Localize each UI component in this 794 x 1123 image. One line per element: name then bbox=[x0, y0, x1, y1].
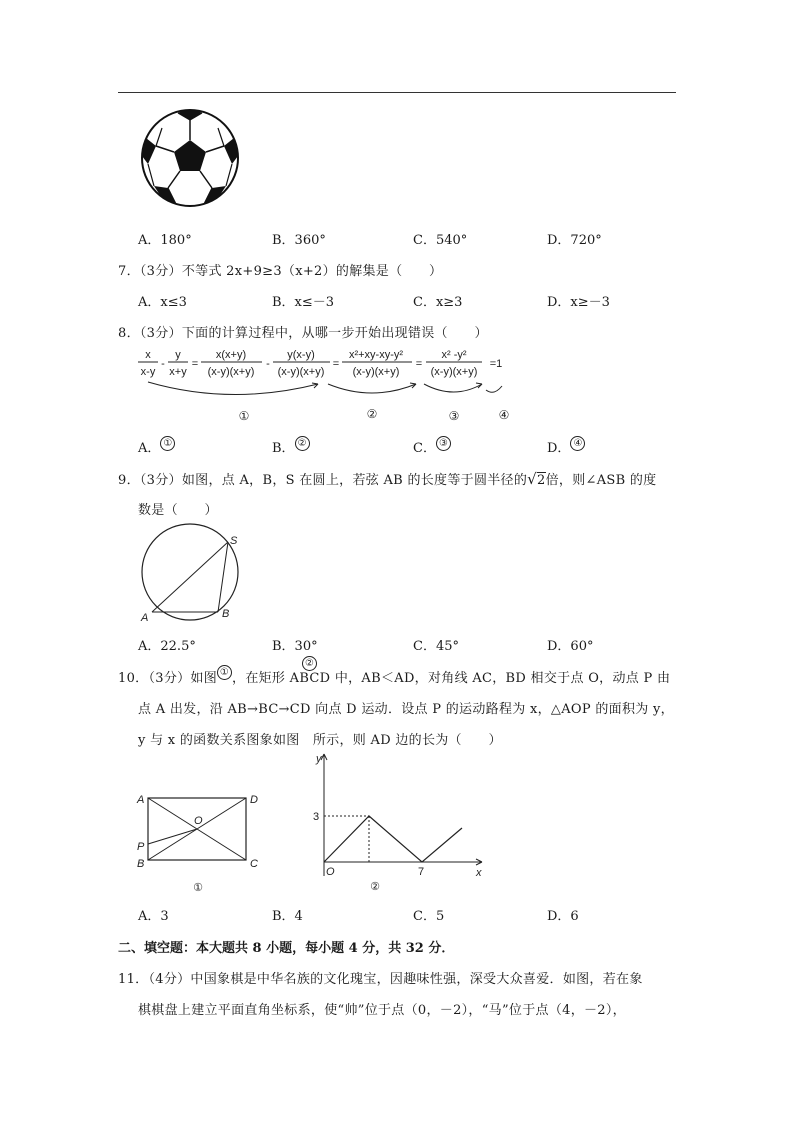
eq-4: =1 bbox=[489, 358, 503, 370]
q8-option-d: D． ④ bbox=[547, 437, 585, 457]
q10-option-c: C．5 bbox=[413, 909, 445, 924]
q10-option-b: B．4 bbox=[272, 909, 303, 924]
q10-option-a: A．3 bbox=[138, 909, 169, 924]
f6-num: x² -y² bbox=[441, 349, 467, 361]
q6-option-a: A．180° bbox=[138, 233, 192, 248]
q9-option-c: C．45° bbox=[413, 639, 459, 654]
label-s: S bbox=[230, 535, 238, 547]
f6-den: (x-y)(x+y) bbox=[430, 366, 478, 378]
step-arrow-2 bbox=[328, 384, 416, 393]
label-p: P bbox=[137, 841, 145, 853]
tick-7: 7 bbox=[418, 866, 425, 878]
f2-num: y bbox=[175, 349, 181, 361]
minus-2: - bbox=[266, 358, 270, 370]
q9-stem-line1: 9．（3分）如图，点 A，B，S 在圆上，若弦 AB 的长度等于圆半径的√2倍，则∠ASB 的度 bbox=[118, 470, 657, 488]
origin-label: O bbox=[326, 866, 335, 878]
q11-line2: 棋棋盘上建立平面直角坐标系，使“帅”位于点（0，－2），“马”位于点（4，－2）， bbox=[138, 1003, 626, 1018]
soccer-ball-figure bbox=[138, 106, 242, 210]
tick-3: 3 bbox=[313, 811, 320, 823]
label-a: A bbox=[141, 612, 149, 624]
step-label-2: ② bbox=[366, 407, 378, 421]
q10-option-d: D．6 bbox=[547, 909, 579, 924]
step-arrow-4 bbox=[486, 386, 502, 392]
label-a: A bbox=[137, 794, 145, 806]
q10-line3: y 与 x 的函数关系图象如图 所示，则 AD 边的长为（ ） bbox=[138, 733, 502, 748]
section-heading: 二、填空题：本大题共 8 小题，每小题 4 分，共 32 分． bbox=[118, 941, 455, 956]
q10-graph-figure bbox=[302, 748, 492, 894]
circled-2: ② bbox=[302, 656, 317, 671]
q8-stem: 8．（3分）下面的计算过程中，从哪一步开始出现错误（ ） bbox=[118, 326, 488, 341]
q8-option-a: A． ① bbox=[138, 437, 175, 457]
q10-rectangle-figure bbox=[134, 788, 264, 894]
step-label-3: ③ bbox=[448, 409, 460, 423]
q9-option-d: D．60° bbox=[547, 639, 594, 654]
circled-4: ④ bbox=[570, 436, 585, 451]
f5-num: x²+xy-xy-y² bbox=[348, 349, 404, 361]
q8-option-b: B． ② bbox=[272, 437, 310, 457]
f4-den: (x-y)(x+y) bbox=[277, 366, 325, 378]
q7-option-a: A．x≤3 bbox=[138, 295, 187, 310]
f1-num: x bbox=[145, 349, 151, 361]
q7-stem: 7．（3分）不等式 2x+9≥3（x+2）的解集是（ ） bbox=[118, 264, 443, 279]
label-d: D bbox=[250, 794, 258, 806]
f4-num: y(x-y) bbox=[287, 349, 315, 361]
circled-3: ③ bbox=[436, 436, 451, 451]
eq-1: = bbox=[191, 358, 199, 370]
circled-1: ① bbox=[160, 436, 175, 451]
eq-2: = bbox=[332, 358, 340, 370]
label-c: C bbox=[250, 858, 258, 870]
q10-line1: 10．（3分）如图 ① ，在矩形 ABCD 中，AB＜AD，对角线 AC，BD 相交于点 O，动点 P 由 bbox=[118, 667, 671, 686]
label-o: O bbox=[194, 815, 203, 827]
header-rule bbox=[118, 92, 676, 93]
label-b: B bbox=[137, 858, 145, 870]
step-arrow-1 bbox=[148, 382, 318, 395]
q9-circle-figure bbox=[132, 520, 252, 624]
q11-line1: 11．（4分）中国象棋是中华名族的文化瑰宝，因趣味性强，深受大众喜爱．如图，若在象 bbox=[118, 972, 643, 987]
axis-y-label: y bbox=[316, 753, 322, 765]
sqrt-symbol: √ bbox=[527, 470, 538, 488]
q9-option-a: A．22.5° bbox=[138, 639, 196, 654]
step-label-4: ④ bbox=[498, 408, 510, 422]
q8-formula bbox=[136, 344, 526, 426]
q6-option-b: B．360° bbox=[272, 233, 326, 248]
q7-option-d: D．x≥－3 bbox=[547, 295, 610, 310]
step-arrow-3 bbox=[424, 384, 482, 392]
f5-den: (x-y)(x+y) bbox=[352, 366, 400, 378]
q8-option-c: C． ③ bbox=[413, 437, 451, 457]
figure-caption-1: ① bbox=[193, 882, 203, 894]
circled-1: ① bbox=[217, 665, 232, 680]
q6-option-d: D．720° bbox=[547, 233, 602, 248]
step-label-1: ① bbox=[238, 409, 250, 423]
f3-num: x(x+y) bbox=[215, 349, 247, 361]
q10-line2: 点 A 出发，沿 AB→BC→CD 向点 D 运动．设点 P 的运动路程为 x，△AOP 的面积为 y， bbox=[138, 702, 674, 717]
q7-option-b: B．x≤－3 bbox=[272, 295, 335, 310]
figure-caption-2: ② bbox=[370, 881, 380, 893]
f3-den: (x-y)(x+y) bbox=[207, 366, 255, 378]
q6-option-c: C．540° bbox=[413, 233, 468, 248]
f2-den: x+y bbox=[169, 366, 187, 378]
q9-stem-line2: 数是（ ） bbox=[138, 503, 218, 518]
f1-den: x-y bbox=[140, 366, 156, 378]
circled-2: ② bbox=[295, 436, 310, 451]
q7-option-c: C．x≥3 bbox=[413, 295, 463, 310]
label-b: B bbox=[222, 608, 230, 620]
eq-3: = bbox=[415, 358, 423, 370]
axis-x-label: x bbox=[476, 867, 482, 879]
q9-option-b: B．30° bbox=[272, 639, 318, 654]
minus-1: - bbox=[161, 358, 165, 370]
